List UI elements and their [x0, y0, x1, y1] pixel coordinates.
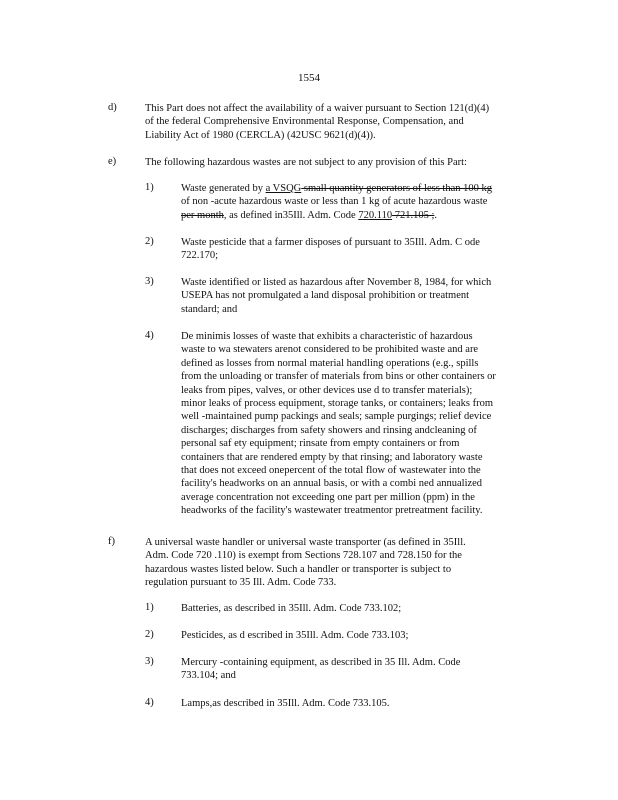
item-e1-label: 1)	[145, 182, 154, 193]
item-e4-label: 4)	[145, 330, 154, 341]
item-e4-line: headworks of the facility's wastewater treatmentor pretreatment facility.	[181, 505, 483, 517]
item-e2-line: 722.170;	[181, 250, 219, 262]
item-e3-line: USEPA has not promulgated a land disposal prohibition or treatment	[181, 290, 470, 302]
item-e1-line	[181, 182, 536, 195]
item-f4-line: Lamps,as described in 35Ill. Adm. Code 733.105.	[181, 698, 390, 709]
item-e3-text	[181, 276, 536, 316]
item-e4-line: De minimis losses of waste that exhibits a characteristic of hazardous	[181, 331, 473, 342]
item-e2-text	[181, 236, 536, 263]
item-f1-text	[181, 602, 511, 615]
item-f4-label: 4)	[145, 697, 154, 708]
item-e4-line: well -maintained pump packings and seals; sample purgings; relief device	[181, 411, 492, 423]
struck-text: 721.105 ;	[392, 209, 435, 221]
section-f-line: Adm. Code 720 .110) is exempt from Sections 728.107 and 728.150 for the	[145, 550, 462, 562]
item-e4-line: facility's headworks on an annual basis, or with a combi ned annualized	[181, 478, 483, 490]
item-e4-line: waste to wa stewaters arenot considered to be prohibited waste and are	[181, 344, 479, 356]
item-e4-line: discharges; discharges from safety showers and rinsing andcleaning of	[181, 424, 477, 436]
item-e1-text	[181, 182, 536, 222]
item-e4-line: leaks from pipes, valves, or other devices use d to transfer materials);	[181, 384, 473, 396]
item-e2-line: Waste pesticide that a farmer disposes of pursuant to 35Ill. Adm. C ode	[181, 237, 480, 248]
inserted-text: 720.110	[358, 209, 393, 221]
section-f-text	[145, 536, 510, 590]
section-f-label: f)	[108, 536, 115, 547]
item-e4-line: personal saf ety equipment; rinsate from empty containers or from	[181, 438, 460, 450]
text-run: , as defined in35Ill. Adm. Code	[223, 209, 359, 221]
section-d-line: of the federal Comprehensive Environmental Response, Compensation, and	[145, 116, 464, 128]
item-e4-text	[181, 330, 543, 518]
item-e3-line: Waste identified or listed as hazardous after November 8, 1984, for which	[181, 277, 492, 288]
section-f-line: hazardous wastes listed below. Such a handler or transporter is subject to	[145, 563, 452, 575]
struck-text: per month	[181, 209, 224, 221]
inserted-text: a VSQG	[265, 183, 302, 194]
item-f1-label: 1)	[145, 602, 154, 613]
section-d-line: Liability Act of 1980 (CERCLA) (42USC 9621(d)(4)).	[145, 129, 376, 141]
item-f2-text	[181, 629, 511, 642]
page-number: 1554	[298, 72, 320, 84]
section-e-label: e)	[108, 156, 117, 167]
item-e1-line	[181, 209, 536, 222]
item-f2-line: Pesticides, as d escribed in 35Ill. Adm. Code 733.103;	[181, 630, 409, 641]
item-e4-line: from the unloading or transfer of materials from bins or other containers or	[181, 371, 496, 383]
item-e1-line: of non -acute hazardous waste or less than 1 kg of acute hazardous waste	[181, 196, 488, 208]
item-f3-line: 733.104; and	[181, 670, 236, 682]
section-e-intro: The following hazardous wastes are not subject to any provision of this Part:	[145, 157, 467, 168]
section-f-line: A universal waste handler or universal waste transporter (as defined in 35Ill.	[145, 537, 466, 548]
item-e3-label: 3)	[145, 276, 154, 287]
item-f3-text	[181, 656, 511, 683]
text-run: .	[434, 209, 437, 221]
item-e2-label: 2)	[145, 236, 154, 247]
struck-text: small quantity generators of less than 100 kg	[301, 183, 492, 194]
text-run: Waste generated by	[181, 183, 263, 194]
item-e4-line: that does not exceed onepercent of the total flow of wastewater into the	[181, 465, 481, 477]
item-f4-text	[181, 697, 511, 710]
item-e4-line: containers that are rendered empty by that rinsing; and laboratory waste	[181, 451, 483, 463]
item-e3-line: standard; and	[181, 303, 238, 315]
section-d-line: This Part does not affect the availability of a waiver pursuant to Section 121(d)(4)	[145, 103, 490, 114]
section-d-text	[145, 102, 505, 142]
section-f-line: regulation pursuant to 35 Ill. Adm. Code 733.	[145, 577, 337, 589]
section-d-label: d)	[108, 102, 117, 113]
item-f2-label: 2)	[145, 629, 154, 640]
item-e4-line: average concentration not exceeding one part per million (ppm) in the	[181, 491, 475, 503]
item-f3-label: 3)	[145, 656, 154, 667]
item-f3-line: Mercury -containing equipment, as described in 35 Ill. Adm. Code	[181, 657, 461, 668]
item-e4-line: defined as losses from normal material handling operations (e.g., spills	[181, 357, 479, 369]
item-e4-line: minor leaks of process equipment, storage tanks, or containers; leaks from	[181, 398, 493, 410]
item-f1-line: Batteries, as described in 35Ill. Adm. Code 733.102;	[181, 603, 402, 614]
